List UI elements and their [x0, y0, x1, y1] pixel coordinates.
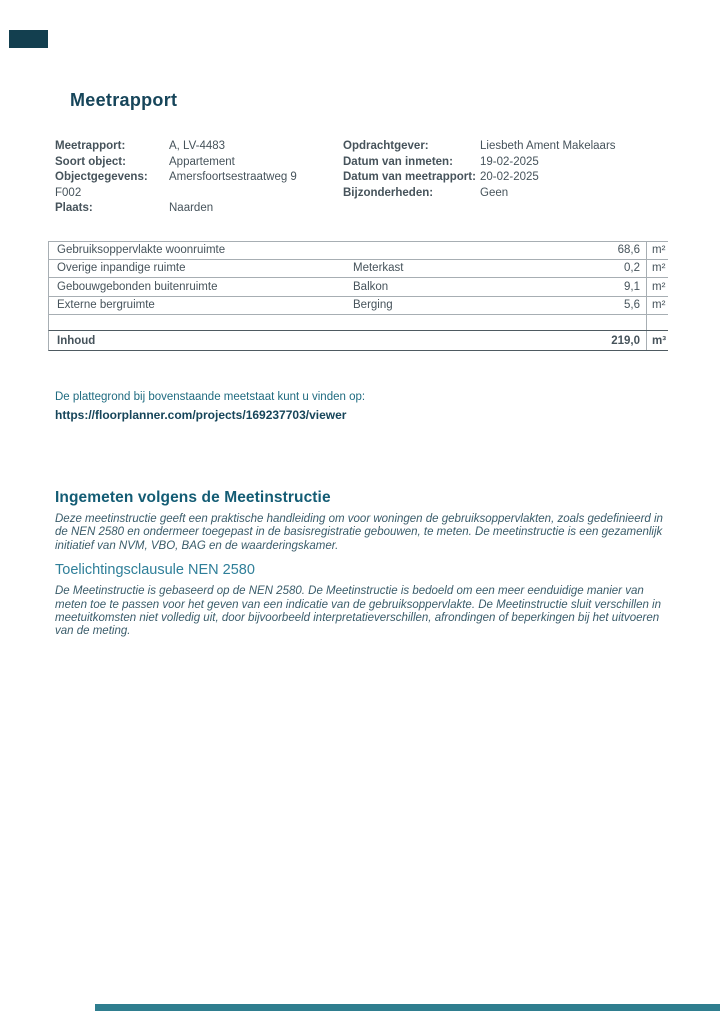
measurement-table [48, 241, 668, 351]
meta-label: Opdrachtgever: [343, 140, 429, 152]
floorplan-link[interactable]: https://floorplanner.com/projects/169237703/viewer [55, 408, 347, 422]
floorplan-section [55, 391, 365, 424]
meta-row-opdrachtgever [343, 140, 670, 156]
meta-value: Liesbeth Ament Makelaars [480, 140, 616, 152]
meta-value: A, LV-4483 [169, 140, 226, 152]
section-paragraph: Deze meetinstructie geeft een praktische handleiding om voor woningen de gebruiksoppervlakten, zoals gedefinieerd in de NEN 2580 en ondermeer toegepast in de basisregistratie gebouwen, te meten. De meetinstructie is een gezamenlijk initiatief van NVM, VBO, BAG en de waarderingskamer. [55, 513, 663, 552]
meta-label: Datum van inmeten: [343, 155, 453, 168]
meta-label: Meetrapport: [55, 140, 126, 152]
meta-row-plaats [55, 202, 341, 218]
row-label: Overige inpandige ruimte [57, 262, 186, 275]
section-heading: Ingemeten volgens de Meetinstructie [55, 489, 331, 506]
meta-label: Soort object: [55, 155, 126, 168]
row-value: 0,2 [624, 262, 640, 275]
meta-value: Appartement [169, 155, 235, 168]
meta-label: Plaats: [55, 202, 93, 214]
row-unit: m² [646, 278, 668, 296]
row-subcategory: Meterkast [353, 262, 404, 275]
meta-label: Bijzonderheden: [343, 186, 434, 199]
subsection-paragraph: De Meetinstructie is gebaseerd op de NEN 2580. De Meetinstructie is bedoeld om een meer eenduidige manier van meten toe te passen voor het geven van een indicatie van de gebruiksoppervlakte. De Meetinstructie sluit verschillen in meetuitkomsten niet volledig uit, door bijvoorbeeld interpretatieverschillen, afrondingen of beperkingen bij het uitvoeren van de meting. [55, 585, 662, 638]
meta-value: Amersfoortsestraatweg 9 [169, 171, 297, 183]
meta-value: 19-02-2025 [480, 155, 539, 168]
row-subcategory: Balkon [353, 280, 389, 293]
row-unit: m² [646, 242, 668, 259]
metadata-left-column [55, 140, 341, 218]
row-subcategory: Berging [353, 299, 393, 312]
meta-row-datum-inmeten [343, 156, 670, 172]
page-title: Meetrapport [70, 90, 178, 110]
meta-label: Objectgegevens: [55, 171, 148, 183]
meta-row-datum-meetrapport [343, 171, 670, 187]
row-unit: m² [646, 297, 668, 315]
meta-row-bijzonderheden [343, 187, 670, 203]
row-label: Gebouwgebonden buitenruimte [57, 280, 218, 293]
meetinstructie-section [55, 489, 673, 639]
metadata-right-column [343, 140, 670, 202]
meta-value: 20-02-2025 [480, 171, 539, 183]
table-row [48, 241, 668, 260]
table-spacer-row [48, 315, 668, 330]
table-total-row [48, 330, 668, 351]
meta-row-soort-object [55, 156, 341, 172]
total-value: 219,0 [611, 334, 640, 347]
row-value: 68,6 [617, 244, 640, 257]
meta-label: Datum van meetrapport: [343, 171, 476, 183]
logo-block [9, 30, 48, 48]
row-label: Externe bergruimte [57, 299, 155, 312]
table-row [48, 260, 668, 279]
floorplan-intro-text: De plattegrond bij bovenstaande meetstaat kunt u vinden op: [55, 391, 366, 403]
total-label: Inhoud [57, 334, 96, 347]
meta-label: F002 [55, 186, 82, 199]
row-label: Gebruiksoppervlakte woonruimte [57, 244, 226, 257]
row-value: 9,1 [624, 280, 640, 293]
row-value: 5,6 [624, 299, 640, 312]
footer-accent-bar [95, 1004, 720, 1011]
meta-value: Geen [480, 186, 509, 199]
total-unit: m³ [646, 331, 668, 350]
row-unit: m² [646, 260, 668, 278]
subsection-heading: Toelichtingsclausule NEN 2580 [55, 562, 255, 579]
meta-row-object-number [55, 187, 341, 203]
meta-row-meetrapport [55, 140, 341, 156]
meta-value: Naarden [169, 202, 214, 214]
meta-row-objectgegevens [55, 171, 341, 187]
table-row [48, 297, 668, 316]
table-row [48, 278, 668, 297]
